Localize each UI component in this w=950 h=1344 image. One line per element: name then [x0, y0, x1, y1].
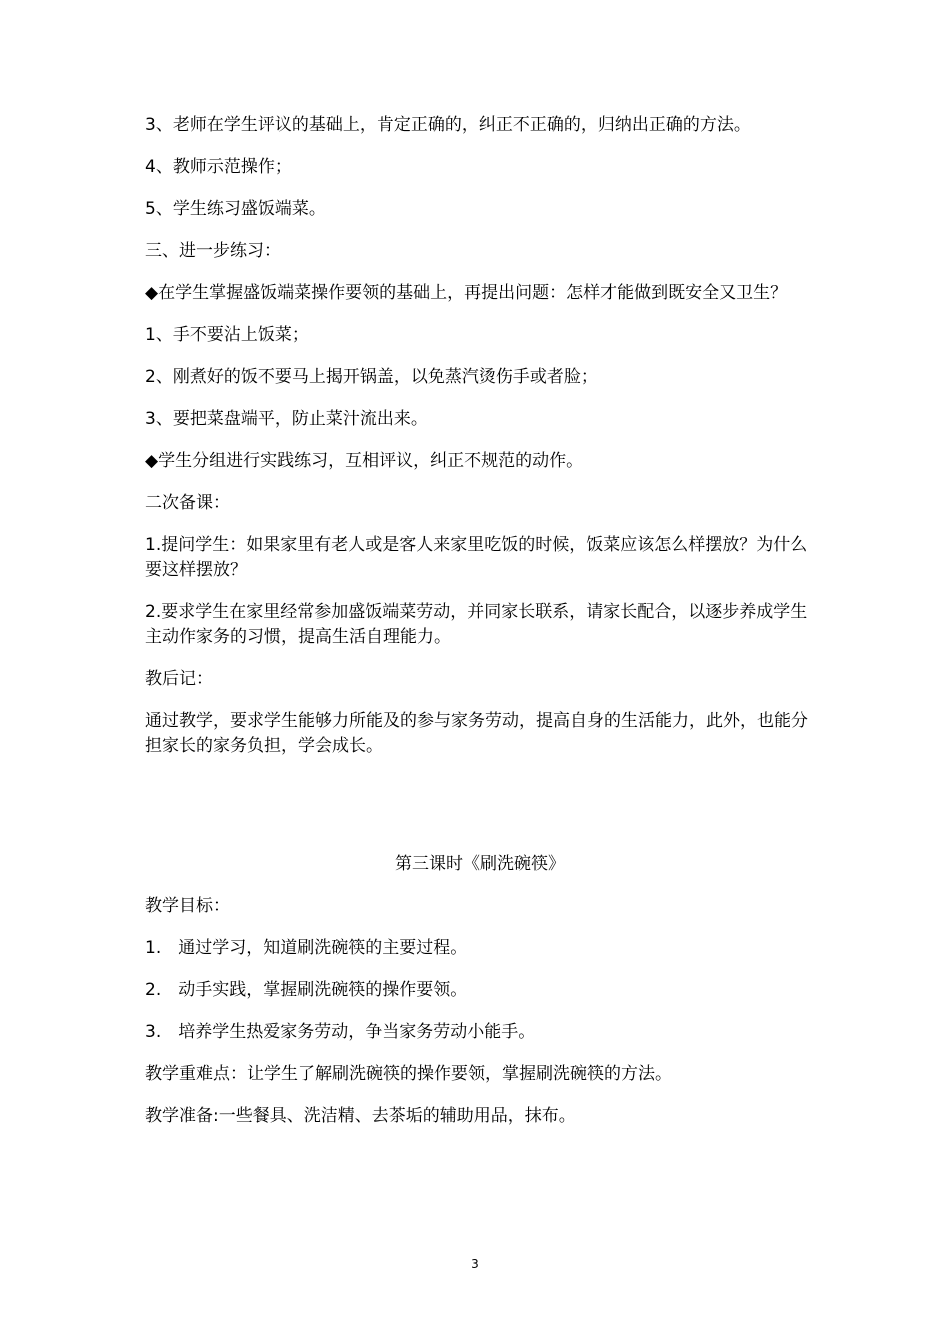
paragraph-question: ◆在学生掌握盛饭端菜操作要领的基础上，再提出问题：怎样才能做到既安全又卫生？: [145, 283, 788, 303]
paragraph-tip-1: 1、手不要沾上饭菜；: [145, 325, 309, 345]
page-number: 3: [471, 1257, 479, 1271]
paragraph-preparation: 教学准备:一些餐具、洗洁精、去茶垢的辅助用品，抹布。: [145, 1106, 576, 1126]
paragraph-step-5: 5、学生练习盛饭端菜。: [145, 199, 326, 219]
paragraph-tip-2: 2、刚煮好的饭不要马上揭开锅盖，以免蒸汽烫伤手或者脸；: [145, 367, 598, 387]
paragraph-reflection: 通过教学，要求学生能够力所能及的参与家务劳动，提高自身的生活能力，此外，也能分担家长的家务负担，学会成长。: [145, 711, 808, 756]
paragraph-group-practice: ◆学生分组进行实践练习，互相评议，纠正不规范的动作。: [145, 451, 584, 471]
section-heading-further-practice: 三、进一步练习：: [145, 241, 281, 261]
section-heading-objectives: 教学目标：: [145, 896, 230, 916]
paragraph-prep-2: 2.要求学生在家里经常参加盛饭端菜劳动，并同家长联系，请家长配合，以逐步养成学生主动作家务的习惯，提高生活自理能力。: [145, 602, 808, 647]
objective-3: 3. 培养学生热爱家务劳动，争当家务劳动小能手。: [145, 1022, 536, 1042]
objective-2: 2. 动手实践，掌握刷洗碗筷的操作要领。: [145, 980, 468, 1000]
paragraph-step-4: 4、教师示范操作；: [145, 157, 292, 177]
section-heading-reflection: 教后记：: [145, 669, 213, 689]
section-heading-second-prep: 二次备课：: [145, 493, 230, 513]
paragraph-step-3: 3、老师在学生评议的基础上，肯定正确的，纠正不正确的，归纳出正确的方法。: [145, 115, 751, 135]
paragraph-prep-1: 1.提问学生：如果家里有老人或是客人来家里吃饭的时候，饭菜应该怎么样摆放？为什么要这样摆放？: [145, 535, 808, 580]
paragraph-tip-3: 3、要把菜盘端平，防止菜汁流出来。: [145, 409, 428, 429]
lesson-title: 第三课时《刷洗碗筷》: [395, 854, 565, 874]
document-body: [145, 113, 815, 1129]
paragraph-key-points: 教学重难点：让学生了解刷洗碗筷的操作要领，掌握刷洗碗筷的方法。: [145, 1064, 672, 1084]
objective-1: 1. 通过学习，知道刷洗碗筷的主要过程。: [145, 938, 468, 958]
